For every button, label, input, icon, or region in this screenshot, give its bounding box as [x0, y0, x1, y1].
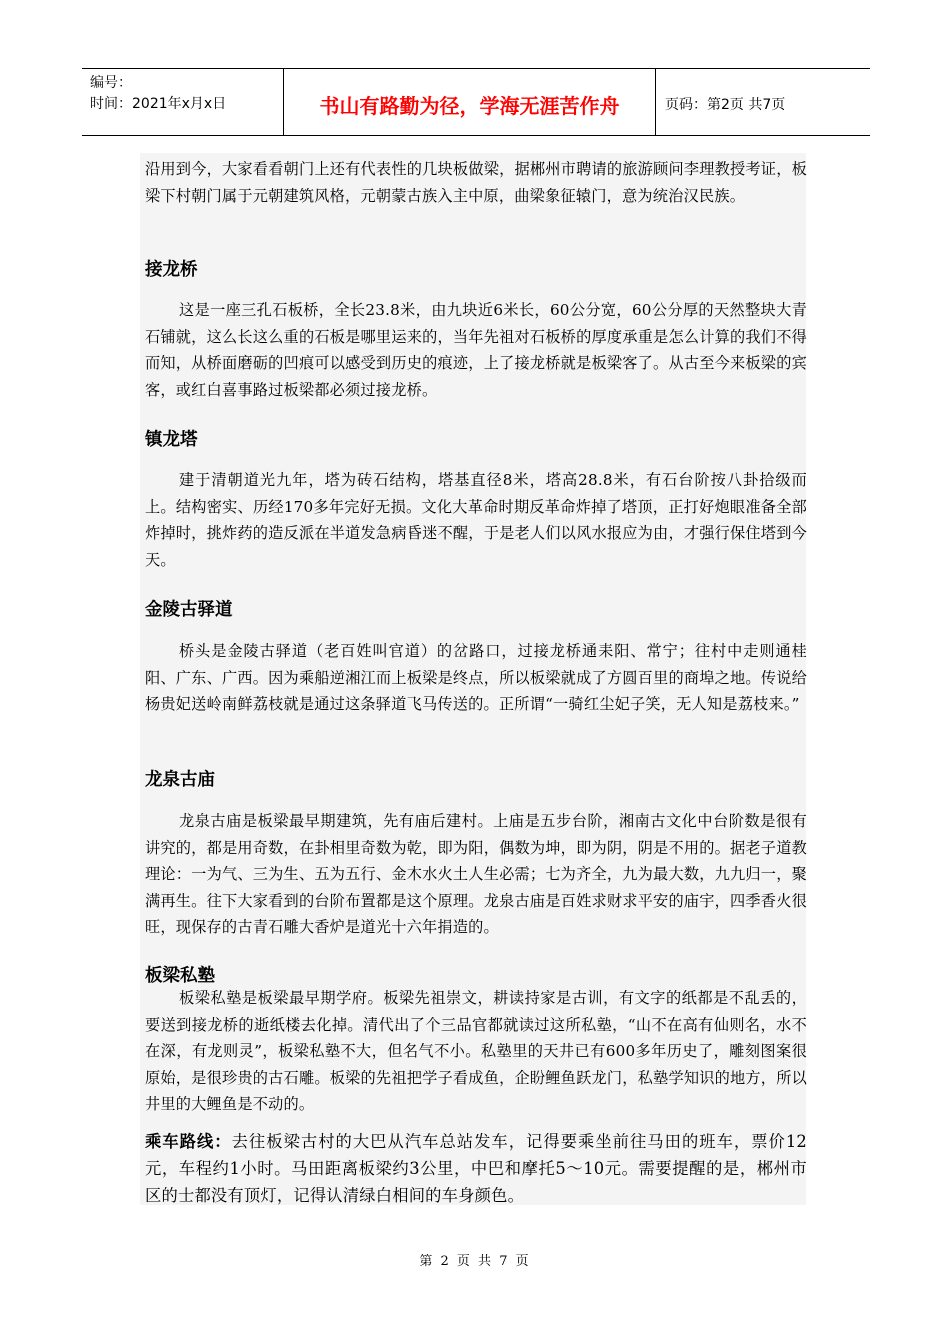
route-body: 去往板梁古村的大巴从汽车总站发车，记得要乘坐前往马田的班车，票价12元，车程约1小时。马田距离板梁约3公里，中巴和摩托5～10元。需要提醒的是，郴州市区的士都没有顶灯，记得认清绿白相间的车身颜色。: [145, 1132, 807, 1205]
header-motto: 书山有路勤为径，学海无涯苦作舟: [283, 69, 656, 135]
section-body-jielong-bridge: 这是一座三孔石板桥，全长23.8米，由九块近6米长，60公分宽，60公分厚的天然整块大青石铺就，这么长这么重的石板是哪里运来的，当年先祖对石板桥的厚度承重是怎么计算的我们不得而知，从桥面磨砺的凹痕可以感受到历史的痕迹，上了接龙桥就是板梁客了。从古至今来板梁的宾客，或红白喜事路过板梁都必须过接龙桥。: [145, 301, 807, 399]
section-title-jielong-bridge: 接龙桥: [145, 260, 198, 280]
document-header: [82, 68, 870, 136]
header-date-label: 时间：2021年x月x日: [90, 96, 227, 112]
section-body-zhenlong-pagoda: 建于清朝道光九年，塔为砖石结构，塔基直径8米，塔高28.8米，有石台阶按八卦拾级而上。结构密实、历经170多年完好无损。文化大革命时期反革命炸掉了塔顶，正打好炮眼准备全部炸掉时，挑炸药的造反派在半道发急病昏迷不醒，于是老人们以风水报应为由，才强行保住塔到今天。: [145, 471, 807, 569]
route-paragraph: [145, 1128, 807, 1209]
header-number-label: 编号：: [90, 75, 132, 91]
section-title-zhenlong-pagoda: 镇龙塔: [145, 430, 198, 450]
section-title-longquan-temple: 龙泉古庙: [145, 770, 215, 790]
section-body-longquan-temple: 龙泉古庙是板梁最早期建筑，先有庙后建村。上庙是五步台阶，湘南古文化中台阶数是很有讲究的，都是用奇数，在卦相里奇数为乾，即为阳，偶数为坤，即为阴，阴是不用的。据老子道教理论：一为气、三为生、五为五行、金木水火土人生必需；七为齐全，九为最大数，九九归一，聚满再生。往下大家看到的台阶布置都是这个原理。龙泉古庙是百姓求财求平安的庙宇，四季香火很旺，现保存的古青石雕大香炉是道光十六年捐造的。: [145, 812, 807, 937]
section-body-jinling-post-road: 桥头是金陵古驿道（老百姓叫官道）的岔路口，过接龙桥通耒阳、常宁；往村中走则通桂阳、广东、广西。因为乘船逆湘江而上板梁是终点，所以板梁就成了方圆百里的商埠之地。传说给杨贵妃送岭南鲜荔枝就是通过这条驿道飞马传送的。正所谓“一骑红尘妃子笑，无人知是荔枝来。”: [145, 642, 807, 714]
route-label: 乘车路线：: [145, 1132, 232, 1151]
intro-paragraph: 沿用到今，大家看看朝门上还有代表性的几块板做梁，据郴州市聘请的旅游顾问李理教授考证，板梁下村朝门属于元朝建筑风格，元朝蒙古族入主中原，曲梁象征辕门，意为统治汉民族。: [145, 160, 807, 205]
section-body-banliang-school: 板梁私塾是板梁最早期学府。板梁先祖崇文，耕读持家是古训，有文字的纸都是不乱丢的，要送到接龙桥的逝纸楼去化掉。清代出了个三品官都就读过这所私塾，“山不在高有仙则名，水不在深，有龙则灵”，板梁私塾不大，但名气不小。私塾里的天井已有600多年历史了，雕刻图案很原始，是很珍贵的古石雕。板梁的先祖把学子看成鱼，企盼鲤鱼跃龙门，私塾学知识的地方，所以井里的大鲤鱼是不动的。: [145, 989, 807, 1114]
header-meta: [82, 69, 283, 135]
section-title-jinling-post-road: 金陵古驿道: [145, 600, 233, 620]
header-page-info: 页码：第2页 共7页: [665, 97, 786, 113]
section-title-banliang-school: 板梁私塾: [145, 966, 215, 986]
page-footer: 第 2 页 共 7 页: [419, 1254, 531, 1269]
